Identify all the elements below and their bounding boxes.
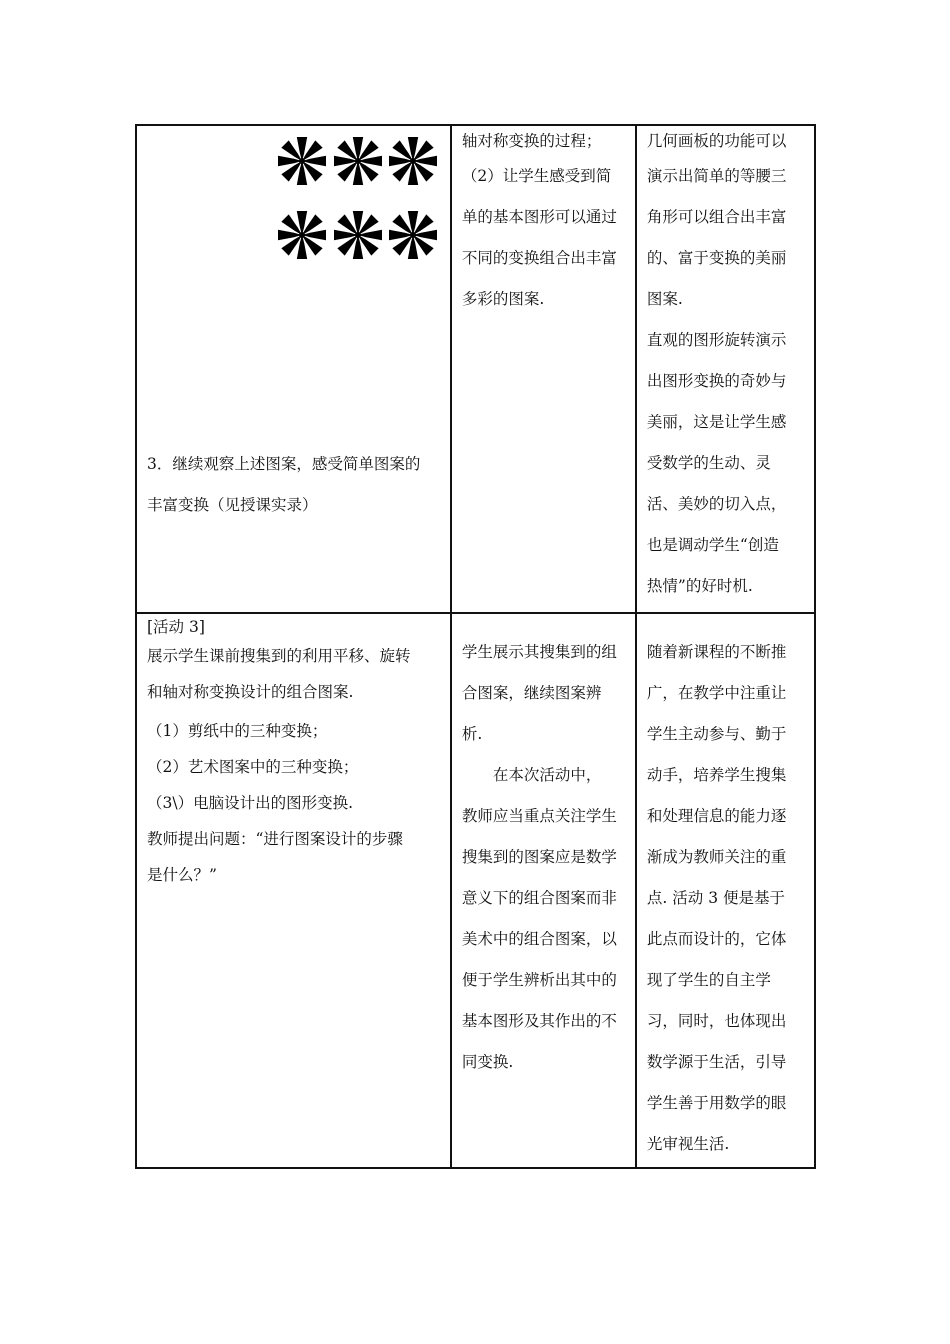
- pinwheel-icon: [334, 211, 382, 259]
- text-line: 同变换.: [461, 1053, 514, 1071]
- pinwheel-icon: [278, 211, 326, 259]
- text-line: 点. 活动 3 便是基于: [646, 889, 785, 907]
- text-line: 多彩的图案.: [461, 290, 545, 308]
- text-line: 演示出简单的等腰三: [646, 167, 787, 185]
- item3-line: 3．继续观察上述图案，感受简单图案的: [147, 455, 421, 473]
- text-line: 现了学生的自主学: [646, 971, 771, 989]
- text-line: 数学源于生活，引导: [646, 1053, 787, 1071]
- text-line: 学生主动参与、勤于: [646, 725, 787, 743]
- row1-col3-cell: [636, 125, 815, 613]
- text-line: 基本图形及其作出的不: [461, 1012, 617, 1030]
- text-line: 意义下的组合图案而非: [461, 889, 617, 907]
- pinwheel-icon: [278, 137, 326, 185]
- text-line: 几何画板的功能可以: [646, 132, 787, 150]
- text-line: 受数学的生动、灵: [646, 454, 771, 472]
- row2-col1-text: [137, 614, 450, 893]
- text-line: （2）艺术图案中的三种变换；: [147, 758, 359, 776]
- row1-col1-cell: [136, 125, 451, 613]
- text-line: （3\）电脑设计出的图形变换.: [147, 794, 354, 812]
- text-line: 单的基本图形可以通过: [461, 208, 617, 226]
- text-line: 学生善于用数学的眼: [646, 1094, 787, 1112]
- activity-heading: [活动 3]: [147, 618, 205, 636]
- text-line: 和轴对称变换设计的组合图案.: [147, 683, 354, 701]
- text-line: 的、富于变换的美丽: [646, 249, 787, 267]
- text-line: 广，在教学中注重让: [646, 684, 787, 702]
- row2-col2-cell: [451, 613, 636, 1168]
- text-line: 在本次活动中，: [492, 766, 602, 784]
- text-line: 教师应当重点关注学生: [461, 807, 617, 825]
- text-line: 教师提出问题：“进行图案设计的步骤: [147, 830, 403, 848]
- pinwheel-figure-icon: [275, 134, 445, 264]
- item3-line: 丰富变换（见授课实录）: [147, 496, 318, 514]
- table-row: [136, 613, 815, 1168]
- text-line: 搜集到的图案应是数学: [461, 848, 617, 866]
- text-line: （1）剪纸中的三种变换；: [147, 722, 328, 740]
- item3-text: [137, 444, 450, 526]
- text-line: 角形可以组合出丰富: [646, 208, 787, 226]
- text-line: 析.: [461, 725, 483, 743]
- text-line: 学生展示其搜集到的组: [461, 643, 617, 661]
- text-line: 习，同时，也体现出: [646, 1012, 787, 1030]
- text-line: 活、美妙的切入点，: [646, 495, 787, 513]
- text-line: 展示学生课前搜集到的利用平移、旋转: [147, 647, 411, 665]
- text-line: 图案.: [646, 290, 683, 308]
- text-line: 动手，培养学生搜集: [646, 766, 787, 784]
- text-line: 此点而设计的，它体: [646, 930, 787, 948]
- pinwheel-icon: [389, 211, 437, 259]
- text-line: 是什么？”: [147, 866, 217, 884]
- row2-col2-text: [452, 614, 635, 1083]
- text-line: 美丽，这是让学生感: [646, 413, 787, 431]
- text-line: 不同的变换组合出丰富: [461, 249, 617, 267]
- text-line: 轴对称变换的过程；: [461, 132, 602, 150]
- row1-col2-cell: [451, 125, 636, 613]
- row2-col3-cell: [636, 613, 815, 1168]
- row1-col3-text: [637, 126, 814, 607]
- pinwheel-icon: [389, 137, 437, 185]
- text-line: 渐成为教师关注的重: [646, 848, 787, 866]
- text-line: 光审视生活.: [646, 1135, 730, 1153]
- text-line: （2）让学生感受到简: [461, 167, 612, 185]
- pinwheel-icon: [334, 137, 382, 185]
- text-line: 出图形变换的奇妙与: [646, 372, 787, 390]
- row1-col2-text: [452, 126, 635, 320]
- table-row: [136, 125, 815, 613]
- pinwheel-grid-icon: [275, 134, 445, 264]
- row2-col1-cell: [136, 613, 451, 1168]
- text-line: 美术中的组合图案，以: [461, 930, 617, 948]
- text-line: 热情”的好时机.: [646, 577, 753, 595]
- text-line: 和处理信息的能力逐: [646, 807, 787, 825]
- lesson-table: [135, 124, 816, 1169]
- text-line: 也是调动学生“创造: [646, 536, 779, 554]
- row2-col3-text: [637, 614, 814, 1165]
- text-line: 合图案，继续图案辨: [461, 684, 602, 702]
- text-line: 随着新课程的不断推: [646, 643, 787, 661]
- text-line: 便于学生辨析出其中的: [461, 971, 617, 989]
- text-line: 直观的图形旋转演示: [646, 331, 787, 349]
